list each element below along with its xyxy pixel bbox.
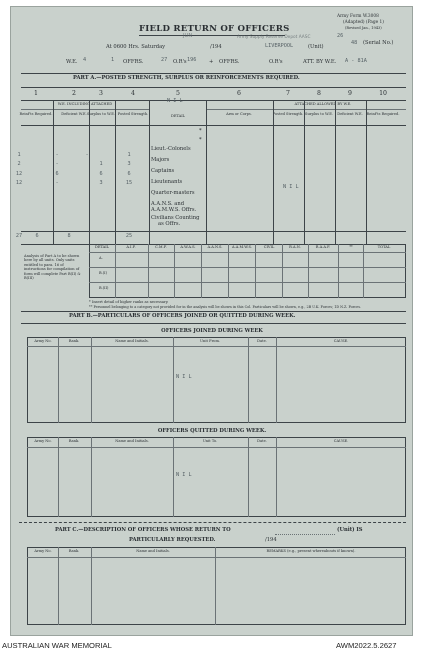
hand-cell: 6	[127, 171, 131, 177]
quitted-table	[27, 437, 406, 517]
analysis-header: R.A.N.	[289, 245, 301, 249]
hand-ors: 196	[187, 57, 197, 63]
hand-cell: -	[85, 152, 89, 158]
star-mark: *	[199, 137, 202, 143]
rank-label: Lieut.-Colonels	[151, 146, 191, 152]
rank-label: A.A.N.S. and	[151, 201, 185, 207]
we-including-header: W.E. INCLUDING ATTACHED	[57, 102, 113, 106]
hand-total: 27	[15, 233, 23, 239]
hand-total: 8	[67, 233, 71, 239]
col-number: 10	[379, 90, 387, 97]
col-number: 6	[237, 90, 241, 97]
hand-cell: 1	[17, 152, 21, 158]
col-header: Reinf'ts Required.	[19, 112, 53, 116]
part-c-unit: (Unit) IS	[337, 527, 363, 533]
offrs-label: OFFRS.	[123, 59, 144, 65]
hand-att: A - 81A	[345, 58, 367, 64]
ors-label: O.R's	[173, 59, 187, 65]
we-label: W.E.	[66, 59, 78, 65]
hand-serial: 26	[337, 33, 344, 39]
analysis-note: Analysis of Part A to be shown here by all units. Only units entitled to para. 16 of instructions for compilation of form will complete Part B(II) & B(III)	[24, 254, 81, 281]
analysis-row-label: A.	[99, 256, 103, 260]
analysis-header: C.M.F.	[155, 245, 167, 249]
unit-stamp: Army Supply Reserve Depot AASC	[237, 35, 311, 40]
footer-accession-number: AWM2022.5.2627	[336, 641, 397, 650]
quitted-header: Name and Initials.	[115, 439, 149, 443]
col-number: 9	[348, 90, 352, 97]
col-number: 4	[131, 90, 135, 97]
hand-cell: 15	[125, 180, 133, 186]
part-c-year: /194	[265, 537, 277, 543]
analysis-header: CIVIL	[263, 245, 275, 249]
footer-institution: AUSTRALIAN WAR MEMORIAL	[2, 641, 112, 650]
rank-label: Captains	[151, 168, 175, 174]
analysis-row-label: B.(II)	[99, 286, 109, 290]
part-b-title: PART B.—PARTICULARS OF OFFICERS JOINED OR QUITTED DURING WEEK.	[69, 313, 296, 319]
date-stamp: JUN	[183, 33, 193, 39]
quitted-header: CAUSE.	[333, 439, 349, 443]
att-by-we-label: ATT. BY W.E.	[303, 59, 337, 65]
analysis-header: DETAIL	[94, 245, 110, 249]
part-c-header: Rank.	[68, 549, 80, 553]
quitted-header: Rank.	[68, 439, 80, 443]
analysis-header: TOTAL	[377, 245, 391, 249]
hand-total: 25	[125, 233, 133, 239]
joined-header: Army No.	[34, 339, 52, 343]
col-number: 5	[176, 90, 180, 97]
col-header: Surplus to W.E.	[87, 112, 115, 116]
part-c-header: Army No.	[34, 549, 52, 553]
rank-label: A.A.M.W.S. Offrs.	[151, 207, 197, 213]
footer-bar	[0, 640, 423, 653]
analysis-header: A.W.A.S.	[180, 245, 196, 249]
hand-we-2: 1	[111, 57, 115, 63]
hand-nil: N I L	[176, 472, 192, 478]
hand-total: 6	[35, 233, 39, 239]
form-sheet	[10, 6, 413, 636]
col-header: Deficient W.E.	[61, 112, 87, 116]
hand-offrs: 27	[161, 57, 168, 63]
footnote: * Insert detail of higher ranks as necessary.	[89, 300, 169, 304]
hand-cell: 12	[15, 171, 23, 177]
form-revised: (Revised Jan., 1943)	[345, 26, 382, 30]
part-c-header: Name and Initials.	[136, 549, 170, 553]
hand-cell: -	[55, 161, 59, 167]
part-c-header: REMARKS (e.g., present whereabouts if known).	[266, 549, 356, 553]
analysis-header: R.A.A.F.	[315, 245, 331, 249]
part-a-title: PART A.—POSTED STRENGTH, SURPLUS OR REINFORCEMENTS REQUIRED.	[73, 75, 300, 81]
joined-header: Date.	[257, 339, 267, 343]
hand-cell: 2	[17, 161, 21, 167]
analysis-header: A.A.N.S.	[207, 245, 223, 249]
rank-label: Quarter-masters	[151, 190, 195, 196]
form-adapted: (Adapted) (Page 1)	[343, 20, 384, 25]
part-c-title: PART C.—DESCRIPTION OF OFFICERS WHOSE RETURN TO	[55, 527, 231, 533]
hand-serial-2: 48	[351, 40, 358, 46]
rank-label: Majors	[151, 157, 170, 163]
col-header: Arm or Corps.	[226, 112, 252, 116]
hand-cell: 6	[99, 171, 103, 177]
hand-we-1: 4	[83, 57, 87, 63]
hand-cell: -	[55, 180, 59, 186]
joined-table	[27, 337, 406, 423]
unit-label: (Unit)	[308, 44, 324, 50]
hand-cell: 3	[99, 180, 103, 186]
year-line: /194	[210, 44, 222, 50]
part-c-line2: PARTICULARLY REQUESTED.	[129, 537, 216, 543]
hand-unit: LIVERPOOL	[265, 43, 294, 49]
analysis-header: A.I.F.	[126, 245, 136, 249]
col-header: Surplus to W.E.	[305, 112, 333, 116]
hand-cell: 12	[15, 180, 23, 186]
col-number: 1	[34, 90, 38, 97]
footnote: ** Personnel belonging to a category not provided for in the analysis will be shown in this Col. Particulars will be shown, e.g., 2B U.K. Forces; 1D N.Z. Forces.	[89, 305, 362, 309]
quitted-header: Army No.	[34, 439, 52, 443]
ors-label-2: O.R's	[269, 59, 283, 65]
hand-cell: 3	[127, 161, 131, 167]
hand-cell: 6	[55, 171, 59, 177]
hand-cell: -	[55, 152, 59, 158]
form-number: Army Form W.3008	[337, 14, 379, 19]
col-number: 2	[72, 90, 76, 97]
attached-allowed-header: ATTACHED ALLOWED BY W.E.	[294, 102, 352, 106]
quitted-header: Unit To.	[202, 439, 218, 443]
analysis-header: **	[349, 245, 353, 249]
col-header: Reinf'ts Required.	[366, 112, 400, 116]
hand-nil: N I L	[176, 374, 192, 380]
col-header: Posted Strength.	[272, 112, 304, 116]
joined-title: OFFICERS JOINED DURING WEEK	[161, 328, 263, 334]
hand-cell: 1	[127, 152, 131, 158]
joined-header: Rank.	[68, 339, 80, 343]
offrs-label-2: OFFRS.	[219, 59, 240, 65]
detail-header: DETAIL	[170, 114, 186, 118]
rank-label: Civilians Counting	[151, 215, 200, 221]
col-header: Deficient W.E.	[337, 112, 363, 116]
star-mark: *	[199, 128, 202, 134]
hand-nil: N I L	[167, 98, 183, 104]
form-title: FIELD RETURN OF OFFICERS	[139, 24, 290, 34]
quitted-header: Date.	[257, 439, 267, 443]
rank-label: Lieutenants	[151, 179, 183, 185]
col-number: 7	[286, 90, 290, 97]
col-header: Posted Strength.	[117, 112, 149, 116]
col-number: 8	[317, 90, 321, 97]
joined-header: Unit From.	[199, 339, 221, 343]
at-line: At 0600 Hrs. Saturday	[106, 44, 166, 50]
serial-label: (Serial No.)	[363, 40, 394, 46]
hand-cell: 1	[99, 161, 103, 167]
analysis-header: A.A.M.W.S.	[232, 245, 252, 249]
part-c-table	[27, 547, 406, 625]
joined-header: Name and Initials.	[115, 339, 149, 343]
quitted-title: OFFICERS QUITTED DURING WEEK.	[157, 428, 267, 434]
plus-sign: +	[209, 59, 214, 65]
col-number: 3	[99, 90, 103, 97]
analysis-row-label: B.(I)	[99, 271, 108, 275]
joined-header: CAUSE.	[333, 339, 349, 343]
hand-nil: N I L	[283, 184, 299, 190]
rank-label: as Offrs.	[158, 221, 181, 227]
